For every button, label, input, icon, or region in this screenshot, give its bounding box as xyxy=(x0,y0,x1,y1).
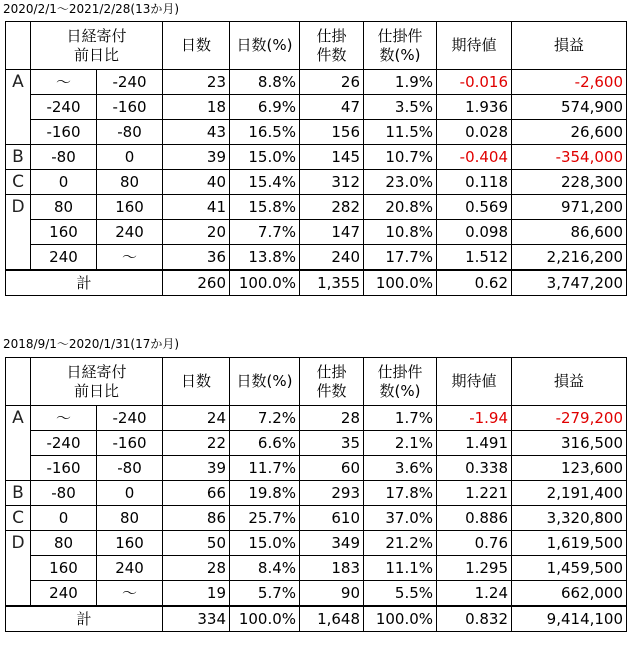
days-cell: 19 xyxy=(163,581,230,607)
header-corner xyxy=(6,358,31,406)
expected-cell: -0.404 xyxy=(437,145,512,170)
group-label xyxy=(6,120,31,145)
range-from: 240 xyxy=(31,581,97,607)
total-trades-pct-cell: 100.0% xyxy=(364,606,437,632)
range-to: 80 xyxy=(97,170,163,195)
header-trades-line2: 件数 xyxy=(316,45,347,64)
table-row xyxy=(6,220,627,245)
header-range-line2: 前日比 xyxy=(74,381,120,400)
header-trades-pct-line2: 数(%) xyxy=(379,45,421,64)
pnl-cell: -2,600 xyxy=(512,70,627,95)
table-row xyxy=(6,581,627,607)
expected-cell: 0.569 xyxy=(437,195,512,220)
trades-cell: 282 xyxy=(300,195,364,220)
trades-cell: 35 xyxy=(300,431,364,456)
header-range-line2: 前日比 xyxy=(74,45,120,64)
pnl-cell: 123,600 xyxy=(512,456,627,481)
header-pnl: 損益 xyxy=(512,358,627,406)
days-cell: 36 xyxy=(163,245,230,271)
expected-cell: 0.338 xyxy=(437,456,512,481)
expected-cell: 1.24 xyxy=(437,581,512,607)
range-from: 80 xyxy=(31,195,97,220)
header-trades-pct xyxy=(364,22,437,70)
expected-cell: 1.512 xyxy=(437,245,512,271)
expected-cell: 1.491 xyxy=(437,431,512,456)
range-from: 0 xyxy=(31,170,97,195)
table-row xyxy=(6,95,627,120)
table-row xyxy=(6,481,627,506)
group-label: B xyxy=(6,145,31,170)
pnl-cell: 574,900 xyxy=(512,95,627,120)
total-trades-cell: 1,648 xyxy=(300,606,364,632)
trades-cell: 28 xyxy=(300,406,364,431)
pnl-cell: 316,500 xyxy=(512,431,627,456)
days-pct-cell: 15.0% xyxy=(230,145,300,170)
header-row xyxy=(6,358,627,406)
range-to: -160 xyxy=(97,95,163,120)
range-to: 240 xyxy=(97,556,163,581)
group-label: A xyxy=(6,406,31,431)
table-row xyxy=(6,245,627,271)
table-row xyxy=(6,506,627,531)
trades-cell: 156 xyxy=(300,120,364,145)
header-expected: 期待値 xyxy=(437,358,512,406)
trades-cell: 240 xyxy=(300,245,364,271)
range-to: 160 xyxy=(97,195,163,220)
group-label xyxy=(6,581,31,607)
pnl-cell: 1,459,500 xyxy=(512,556,627,581)
header-row xyxy=(6,22,627,70)
days-cell: 50 xyxy=(163,531,230,556)
group-label xyxy=(6,220,31,245)
range-to: -240 xyxy=(97,406,163,431)
range-to: -240 xyxy=(97,70,163,95)
pnl-cell: 662,000 xyxy=(512,581,627,607)
trades-cell: 312 xyxy=(300,170,364,195)
header-days: 日数 xyxy=(163,22,230,70)
total-pnl-cell: 9,414,100 xyxy=(512,606,627,632)
header-days-pct: 日数(%) xyxy=(230,22,300,70)
range-from: 240 xyxy=(31,245,97,271)
trades-pct-cell: 1.7% xyxy=(364,406,437,431)
table-row xyxy=(6,70,627,95)
pnl-cell: 3,320,800 xyxy=(512,506,627,531)
total-pnl-cell: 3,747,200 xyxy=(512,270,627,296)
range-from: 80 xyxy=(31,531,97,556)
total-row xyxy=(6,606,627,632)
days-pct-cell: 11.7% xyxy=(230,456,300,481)
range-from: -240 xyxy=(31,95,97,120)
trades-pct-cell: 21.2% xyxy=(364,531,437,556)
group-label xyxy=(6,556,31,581)
total-days-cell: 334 xyxy=(163,606,230,632)
table-1-body xyxy=(6,22,627,296)
trades-pct-cell: 11.1% xyxy=(364,556,437,581)
table-row xyxy=(6,170,627,195)
trades-pct-cell: 3.5% xyxy=(364,95,437,120)
days-pct-cell: 6.6% xyxy=(230,431,300,456)
range-to: -80 xyxy=(97,456,163,481)
days-pct-cell: 25.7% xyxy=(230,506,300,531)
table-1-caption: 2020/2/1～2021/2/28(13か月) xyxy=(3,2,180,16)
trades-pct-cell: 10.7% xyxy=(364,145,437,170)
days-pct-cell: 8.4% xyxy=(230,556,300,581)
header-trades-pct-line1: 仕掛件 xyxy=(377,26,423,45)
table-row xyxy=(6,531,627,556)
header-trades-line2: 件数 xyxy=(316,381,347,400)
header-trades-pct-line2: 数(%) xyxy=(379,381,421,400)
expected-cell: 0.886 xyxy=(437,506,512,531)
total-label: 計 xyxy=(6,270,163,296)
pnl-cell: 228,300 xyxy=(512,170,627,195)
table-row xyxy=(6,406,627,431)
header-range-line1: 日経寄付 xyxy=(66,362,127,381)
trades-pct-cell: 17.7% xyxy=(364,245,437,271)
pnl-cell: 2,216,200 xyxy=(512,245,627,271)
table-row xyxy=(6,456,627,481)
trades-pct-cell: 1.9% xyxy=(364,70,437,95)
table-2 xyxy=(5,357,627,632)
trades-cell: 90 xyxy=(300,581,364,607)
pnl-cell: -354,000 xyxy=(512,145,627,170)
expected-cell: -0.016 xyxy=(437,70,512,95)
days-pct-cell: 7.2% xyxy=(230,406,300,431)
pnl-cell: 26,600 xyxy=(512,120,627,145)
header-trades xyxy=(300,358,364,406)
trades-cell: 293 xyxy=(300,481,364,506)
days-cell: 39 xyxy=(163,456,230,481)
days-pct-cell: 13.8% xyxy=(230,245,300,271)
pnl-cell: 86,600 xyxy=(512,220,627,245)
header-days: 日数 xyxy=(163,358,230,406)
header-corner xyxy=(6,22,31,70)
trades-pct-cell: 10.8% xyxy=(364,220,437,245)
days-pct-cell: 15.0% xyxy=(230,531,300,556)
group-label: A xyxy=(6,70,31,95)
trades-cell: 610 xyxy=(300,506,364,531)
range-from: 0 xyxy=(31,506,97,531)
expected-cell: 1.936 xyxy=(437,95,512,120)
group-label: B xyxy=(6,481,31,506)
group-label xyxy=(6,95,31,120)
days-pct-cell: 19.8% xyxy=(230,481,300,506)
expected-cell: 1.295 xyxy=(437,556,512,581)
pnl-cell: 971,200 xyxy=(512,195,627,220)
days-pct-cell: 5.7% xyxy=(230,581,300,607)
total-trades-pct-cell: 100.0% xyxy=(364,270,437,296)
days-cell: 28 xyxy=(163,556,230,581)
group-label: D xyxy=(6,531,31,556)
trades-cell: 47 xyxy=(300,95,364,120)
days-cell: 20 xyxy=(163,220,230,245)
range-from: ～ xyxy=(31,406,97,431)
total-days-pct-cell: 100.0% xyxy=(230,270,300,296)
trades-cell: 60 xyxy=(300,456,364,481)
expected-cell: 0.098 xyxy=(437,220,512,245)
table-2-caption: 2018/9/1～2020/1/31(17か月) xyxy=(3,337,180,351)
days-cell: 66 xyxy=(163,481,230,506)
group-label: C xyxy=(6,506,31,531)
days-cell: 23 xyxy=(163,70,230,95)
trades-pct-cell: 11.5% xyxy=(364,120,437,145)
total-days-pct-cell: 100.0% xyxy=(230,606,300,632)
range-from: -160 xyxy=(31,120,97,145)
total-row xyxy=(6,270,627,296)
table-row xyxy=(6,120,627,145)
range-to: 160 xyxy=(97,531,163,556)
header-range-line1: 日経寄付 xyxy=(66,26,127,45)
pnl-cell: -279,200 xyxy=(512,406,627,431)
header-days-pct: 日数(%) xyxy=(230,358,300,406)
group-label xyxy=(6,245,31,271)
table-2-body xyxy=(6,358,627,632)
header-trades-pct-line1: 仕掛件 xyxy=(377,362,423,381)
total-days-cell: 260 xyxy=(163,270,230,296)
range-to: 240 xyxy=(97,220,163,245)
range-to: 0 xyxy=(97,481,163,506)
header-trades-line1: 仕掛 xyxy=(316,26,347,45)
days-pct-cell: 6.9% xyxy=(230,95,300,120)
range-from: -160 xyxy=(31,456,97,481)
trades-pct-cell: 2.1% xyxy=(364,431,437,456)
days-cell: 22 xyxy=(163,431,230,456)
range-from: ～ xyxy=(31,70,97,95)
range-to: -80 xyxy=(97,120,163,145)
header-pnl: 損益 xyxy=(512,22,627,70)
group-label xyxy=(6,431,31,456)
days-pct-cell: 8.8% xyxy=(230,70,300,95)
trades-cell: 349 xyxy=(300,531,364,556)
table-row xyxy=(6,145,627,170)
range-to: 80 xyxy=(97,506,163,531)
trades-pct-cell: 20.8% xyxy=(364,195,437,220)
table-row xyxy=(6,431,627,456)
trades-cell: 147 xyxy=(300,220,364,245)
trades-pct-cell: 23.0% xyxy=(364,170,437,195)
range-from: 160 xyxy=(31,220,97,245)
total-expected-cell: 0.62 xyxy=(437,270,512,296)
group-label: D xyxy=(6,195,31,220)
days-cell: 86 xyxy=(163,506,230,531)
days-pct-cell: 16.5% xyxy=(230,120,300,145)
days-cell: 24 xyxy=(163,406,230,431)
table-1 xyxy=(5,21,627,296)
expected-cell: 0.028 xyxy=(437,120,512,145)
trades-cell: 145 xyxy=(300,145,364,170)
range-from: -80 xyxy=(31,145,97,170)
header-expected: 期待値 xyxy=(437,22,512,70)
expected-cell: 0.118 xyxy=(437,170,512,195)
days-cell: 41 xyxy=(163,195,230,220)
table-row xyxy=(6,556,627,581)
days-cell: 39 xyxy=(163,145,230,170)
trades-pct-cell: 3.6% xyxy=(364,456,437,481)
group-label: C xyxy=(6,170,31,195)
trades-cell: 26 xyxy=(300,70,364,95)
trades-cell: 183 xyxy=(300,556,364,581)
header-range xyxy=(31,22,163,70)
trades-pct-cell: 37.0% xyxy=(364,506,437,531)
total-expected-cell: 0.832 xyxy=(437,606,512,632)
range-from: -240 xyxy=(31,431,97,456)
group-label xyxy=(6,456,31,481)
trades-pct-cell: 5.5% xyxy=(364,581,437,607)
pnl-cell: 2,191,400 xyxy=(512,481,627,506)
days-pct-cell: 15.8% xyxy=(230,195,300,220)
days-cell: 43 xyxy=(163,120,230,145)
range-from: 160 xyxy=(31,556,97,581)
range-to: ～ xyxy=(97,245,163,271)
header-trades xyxy=(300,22,364,70)
range-to: -160 xyxy=(97,431,163,456)
range-from: -80 xyxy=(31,481,97,506)
days-pct-cell: 15.4% xyxy=(230,170,300,195)
expected-cell: 1.221 xyxy=(437,481,512,506)
days-cell: 18 xyxy=(163,95,230,120)
expected-cell: -1.94 xyxy=(437,406,512,431)
total-trades-cell: 1,355 xyxy=(300,270,364,296)
table-row xyxy=(6,195,627,220)
expected-cell: 0.76 xyxy=(437,531,512,556)
days-pct-cell: 7.7% xyxy=(230,220,300,245)
header-range xyxy=(31,358,163,406)
range-to: ～ xyxy=(97,581,163,607)
total-label: 計 xyxy=(6,606,163,632)
header-trades-line1: 仕掛 xyxy=(316,362,347,381)
header-trades-pct xyxy=(364,358,437,406)
pnl-cell: 1,619,500 xyxy=(512,531,627,556)
range-to: 0 xyxy=(97,145,163,170)
days-cell: 40 xyxy=(163,170,230,195)
trades-pct-cell: 17.8% xyxy=(364,481,437,506)
